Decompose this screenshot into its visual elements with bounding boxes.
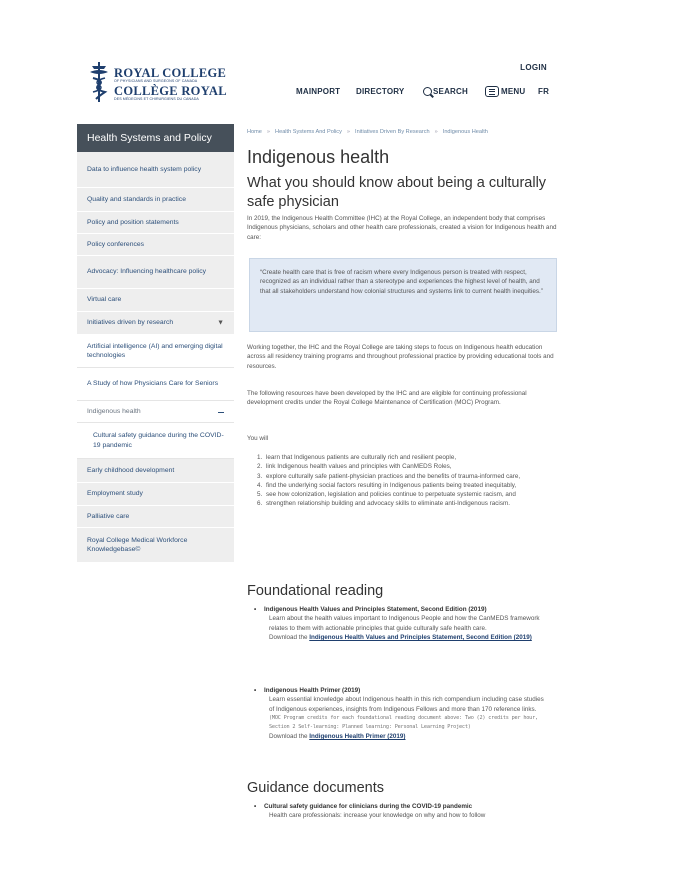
page-subtitle: What you should know about being a culturally safe physician (247, 175, 547, 210)
nav-language-fr[interactable]: FR (538, 86, 550, 96)
sidebar-item-early-childhood[interactable] (77, 459, 234, 483)
breadcrumb-initiatives[interactable]: Initiatives Driven By Research (355, 129, 430, 135)
download-values-statement-link[interactable]: Indigenous Health Values and Principles Statement, Second Edition (2019) (309, 633, 532, 641)
sidebar-item-workforce-knowledgebase[interactable] (77, 528, 234, 563)
resource-title: Indigenous Health Primer (2019) (264, 687, 361, 694)
brand-name-fr: COLLÈGE ROYAL (114, 84, 227, 98)
sidebar-item-label: Advocacy: Influencing healthcare policy (87, 268, 207, 276)
chevron-down-icon[interactable]: ▼ (217, 319, 224, 327)
sidebar-item-label: Employment study (87, 490, 143, 498)
sidebar-item-seniors-study[interactable] (77, 368, 234, 401)
brand-tagline-fr: DES MÉDECINS ET CHIRURGIENS DU CANADA (114, 97, 199, 101)
bullet: • (254, 687, 257, 694)
login-link[interactable]: LOGIN (520, 63, 547, 72)
list-item (257, 490, 547, 499)
download-prefix: Download the (269, 633, 308, 641)
sidebar-item-label: Indigenous health (87, 407, 141, 415)
learning-objectives-list (257, 453, 547, 509)
breadcrumb-health-systems[interactable]: Health Systems And Policy (275, 129, 342, 135)
list-number: 5. (257, 491, 263, 499)
resource-description: Learn about the health values important to Indigenous People and how the CanMEDS framework relates to them with actionable principles that guide culturally safe health care. (269, 615, 540, 632)
working-together-paragraph: Working together, the IHC and the Royal College are taking steps to focus on Indigenous health education across all residency training programs and throughout professional practice by providing educational tools and resources. (247, 344, 554, 370)
sidebar-item-label: Virtual care (87, 296, 122, 304)
list-number: 4. (257, 481, 263, 489)
breadcrumb-separator: » (434, 129, 438, 135)
breadcrumb-separator: » (266, 129, 271, 135)
sidebar-item-label: Early childhood development (87, 466, 175, 474)
sidebar-item-quality-standards[interactable] (77, 188, 234, 212)
list-item (257, 453, 547, 462)
search-icon (423, 87, 432, 96)
list-text: strengthen relationship building and advocacy skills to eliminate anti-Indigenous racism. (266, 500, 510, 508)
sidebar-item-palliative-care[interactable] (77, 506, 234, 528)
sidebar-nav (77, 124, 234, 563)
download-line (269, 732, 548, 741)
sidebar-item-label: Artificial intelligence (AI) and emerging digital technologies (87, 342, 223, 359)
nav-search-label: SEARCH (433, 86, 468, 96)
you-will-label: You will (247, 435, 269, 442)
sidebar-item-label: Data to influence health system policy (87, 165, 202, 173)
resource-item (254, 605, 548, 642)
sidebar-item-label: Quality and standards in practice (87, 195, 186, 203)
sidebar-item-label: Royal College Medical Workforce Knowledgebase© (87, 536, 188, 553)
resource-title: Cultural safety guidance for clinicians during the COVID-19 pandemic (264, 803, 473, 810)
resources-paragraph: The following resources have been developed by the IHC and are eligible for continuing professional development credits under the Royal College Maintenance of Certification (MOC) Program. (247, 390, 527, 407)
intro-paragraph: In 2019, the Indigenous Health Committee (IHC) at the Royal College, an independent body that comprises Indigenous physicians, scholars and other health care professionals, created a vision for Indigenous health and care: (247, 215, 557, 241)
list-number: 6. (257, 500, 263, 508)
sidebar-item-label: Cultural safety guidance during the COVID-19 pandemic (93, 432, 224, 449)
guidance-documents-heading: Guidance documents (247, 780, 385, 796)
resource-description: Health care professionals: increase your knowledge on why and how to follow (269, 812, 486, 820)
list-number: 3. (257, 472, 263, 480)
breadcrumb (247, 129, 488, 135)
sidebar-item-indigenous-health[interactable] (77, 401, 234, 423)
nav-search[interactable] (423, 85, 468, 97)
resource-title: Indigenous Health Values and Principles Statement, Second Edition (2019) (264, 606, 487, 613)
list-item (257, 462, 547, 471)
list-item (257, 499, 547, 508)
download-line (269, 633, 548, 642)
list-text: find the underlying social factors resulting in Indigenous patients being treated inequitably, (266, 481, 517, 489)
bullet: • (254, 606, 257, 613)
nav-menu[interactable] (485, 85, 525, 97)
breadcrumb-current: Indigenous Health (442, 129, 488, 135)
resource-description: Learn essential knowledge about Indigenous health in this rich compendium including case studies of Indigenous experiences, insights from Indigenous Fellows and more than 170 reference links. (269, 696, 544, 713)
sidebar-item-label: Policy and position statements (87, 218, 179, 226)
brand-name-en: ROYAL COLLEGE (114, 66, 227, 80)
brand-tagline-en: OF PHYSICIANS AND SURGEONS OF CANADA (114, 79, 198, 83)
sidebar-item-ai[interactable] (77, 335, 234, 368)
resource-item (254, 802, 548, 821)
vision-quote: “Create health care that is free of racism where every Indigenous person is treated with respect, recognized as an individual rather than a stereotype and experiences the highest level of health, and that all stakeholders understand how colonial structures and systems link to current health inequities.” (249, 258, 557, 332)
breadcrumb-separator: » (346, 129, 351, 135)
list-text: see how colonization, legislation and policies continue to perpetuate systemic racism, and (266, 491, 516, 499)
list-number: 2. (257, 463, 263, 471)
sidebar-item-cultural-safety-covid[interactable] (77, 423, 234, 459)
download-primer-link[interactable]: Indigenous Health Primer (2019) (309, 732, 406, 740)
list-item (257, 472, 547, 481)
list-text: link Indigenous health values and principles with CanMEDS Roles, (266, 463, 452, 471)
sidebar-item-employment-study[interactable] (77, 483, 234, 506)
royal-college-logo[interactable] (88, 62, 227, 104)
sidebar-item-policy-conferences[interactable] (77, 234, 234, 256)
download-prefix: Download the (269, 732, 308, 740)
sidebar-item-advocacy[interactable] (77, 256, 234, 289)
nav-mainport[interactable]: MAINPORT (296, 86, 341, 96)
nav-directory[interactable]: DIRECTORY (356, 86, 405, 96)
sidebar-item-initiatives-research[interactable] (77, 312, 234, 335)
sidebar-item-position-statements[interactable] (77, 212, 234, 234)
bullet: • (254, 803, 257, 810)
breadcrumb-home[interactable]: Home (247, 129, 262, 135)
page-title: Indigenous health (247, 147, 390, 167)
sidebar-item-label: Initiatives driven by research (87, 319, 174, 327)
list-item (257, 481, 547, 490)
sidebar-item-label: A Study of how Physicians Care for Seniors (87, 380, 219, 388)
sidebar-item-label: Palliative care (87, 512, 130, 520)
list-text: learn that Indigenous patients are culturally rich and resilient people, (266, 454, 457, 461)
resource-item (254, 686, 548, 741)
sidebar-item-data-policy[interactable] (77, 152, 234, 188)
foundational-reading-heading: Foundational reading (247, 583, 384, 599)
sidebar-title[interactable]: Health Systems and Policy (77, 124, 234, 152)
nav-menu-label: MENU (501, 86, 526, 96)
list-text: explore culturally safe patient-physician practices and the benefits of trauma-informed care, (266, 472, 521, 480)
moc-credits-note: (MOC Program credits for each foundational reading document above: Two (2) credits per hour, Section 2 Self-learning: Planned learning: Personal Learning Project) (269, 714, 538, 730)
collapse-minus-icon[interactable] (218, 412, 224, 414)
sidebar-item-virtual-care[interactable] (77, 289, 234, 312)
caduceus-icon (88, 62, 110, 102)
sidebar-item-label: Policy conferences (87, 240, 145, 248)
list-number: 1. (257, 454, 263, 461)
hamburger-menu-icon (485, 86, 499, 97)
